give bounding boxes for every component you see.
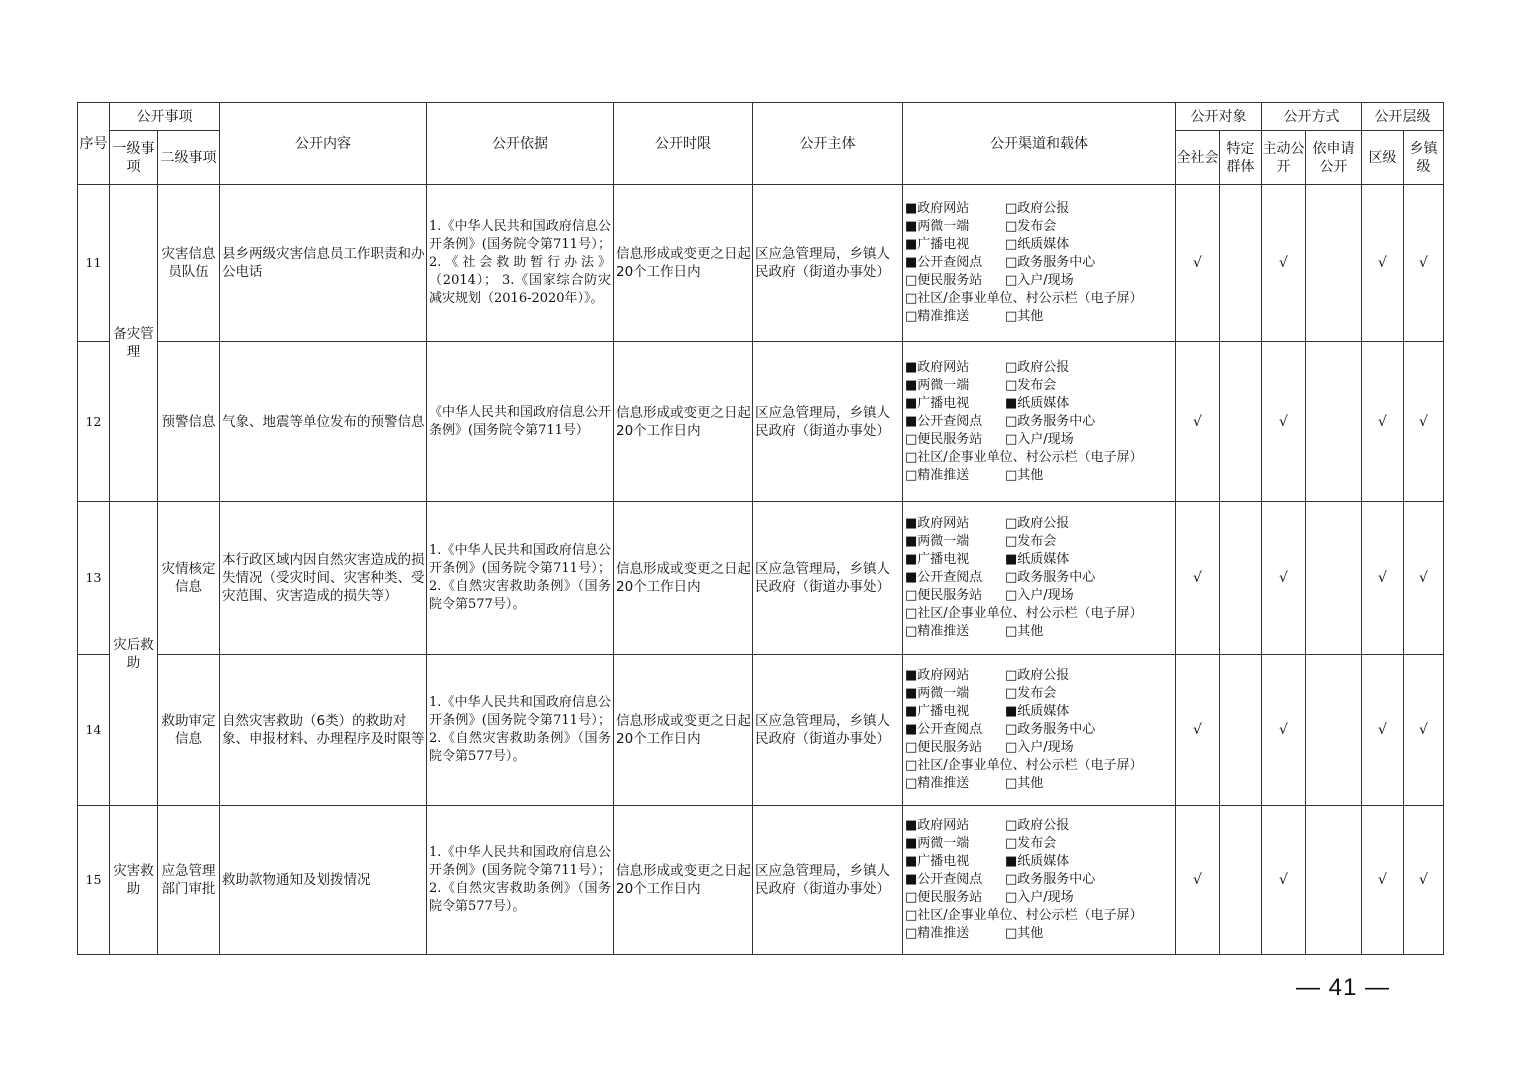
check-town: √: [1404, 655, 1444, 806]
channel-item: □政务服务中心: [1005, 872, 1096, 887]
channel-item: □政府公报: [1005, 818, 1070, 833]
channel-item: ■政府网站: [905, 359, 970, 375]
channel-item: □政务服务中心: [1005, 570, 1096, 585]
check-specific: [1220, 655, 1262, 806]
row-time-limit: 信息形成或变更之日起20个工作日内: [614, 342, 753, 502]
header-channels: 公开渠道和载体: [903, 103, 1176, 185]
row-content: 本行政区域内因自然灾害造成的损失情况（受灾时间、灾害种类、受灾范围、灾害造成的损失等）: [220, 502, 427, 655]
header-level-district: 区级: [1362, 131, 1404, 185]
row-seq: 12: [78, 342, 110, 502]
header-level1: 一级事项: [110, 131, 158, 185]
check-request: [1306, 502, 1362, 655]
channel-item: □政府公报: [1005, 668, 1070, 683]
row-seq: 14: [78, 655, 110, 806]
channel-item: □社区/企事业单位、村公示栏（电子屏）: [905, 908, 1143, 923]
group-label: 灾后救助: [110, 502, 158, 806]
row-basis: 1.《中华人民共和国政府信息公开条例》(国务院令第711号）； 2.《自然灾害救助条例》（国务院令第577号）。: [427, 806, 614, 955]
header-method-request: 依申请公开: [1306, 131, 1362, 185]
row-level2: 灾害信息员队伍: [158, 185, 220, 342]
table-row: [78, 185, 1444, 342]
header-method: 公开方式: [1262, 103, 1362, 131]
channel-item: □发布会: [1005, 534, 1057, 549]
channel-item: □社区/企事业单位、村公示栏（电子屏）: [905, 758, 1143, 773]
channel-item: □便民服务站: [905, 740, 983, 755]
channel-item: ■两微一端: [905, 686, 970, 701]
check-active: √: [1262, 655, 1306, 806]
table-row: [78, 342, 1444, 502]
channel-item: □政府公报: [1005, 359, 1070, 375]
row-subject: 区应急管理局，乡镇人民政府（街道办事处）: [753, 502, 903, 655]
channel-item: □入户/现场: [1005, 273, 1074, 288]
channel-item: □发布会: [1005, 686, 1057, 701]
channel-item: ■两微一端: [905, 534, 970, 549]
channel-item: □政务服务中心: [1005, 255, 1096, 270]
check-active: √: [1262, 502, 1306, 655]
check-request: [1306, 342, 1362, 502]
check-specific: [1220, 806, 1262, 955]
check-all: √: [1176, 655, 1220, 806]
header-audience: 公开对象: [1176, 103, 1262, 131]
row-subject: 区应急管理局，乡镇人民政府（街道办事处）: [753, 806, 903, 955]
page-number: — 41 —: [1296, 974, 1391, 1001]
check-specific: [1220, 342, 1262, 502]
check-all: √: [1176, 502, 1220, 655]
channel-item: ■公开查阅点: [905, 570, 983, 585]
check-district: √: [1362, 806, 1404, 955]
channel-item: ■政府网站: [905, 201, 970, 216]
check-district: √: [1362, 502, 1404, 655]
header-content: 公开内容: [220, 103, 427, 185]
channel-item: □政务服务中心: [1005, 722, 1096, 737]
channel-item: □精准推送: [905, 776, 970, 791]
channel-item: □入户/现场: [1005, 431, 1074, 447]
check-town: √: [1404, 185, 1444, 342]
row-level2: 预警信息: [158, 342, 220, 502]
row-basis: 1.《中华人民共和国政府信息公开条例》(国务院令第711号）； 2.《自然灾害救助条例》（国务院令第577号）。: [427, 655, 614, 806]
channel-item: □其他: [1005, 926, 1044, 941]
row-channels: [903, 185, 1176, 342]
row-basis: 1.《中华人民共和国政府信息公开条例》(国务院令第711号）； 2.《自然灾害救助条例》（国务院令第577号）。: [427, 502, 614, 655]
channel-item: ■公开查阅点: [905, 413, 983, 429]
channel-item: ■广播电视: [905, 395, 970, 411]
channel-item: □发布会: [1005, 836, 1057, 851]
group-label: 灾害救助: [110, 806, 158, 955]
channel-item: □其他: [1005, 309, 1044, 324]
check-district: √: [1362, 655, 1404, 806]
header-audience-all: 全社会: [1176, 131, 1220, 185]
channel-item: □入户/现场: [1005, 890, 1074, 905]
row-seq: 11: [78, 185, 110, 342]
channel-item: ■纸质媒体: [1005, 395, 1070, 411]
table-row: [78, 502, 1444, 655]
channel-item: ■纸质媒体: [1005, 704, 1070, 719]
channel-item: ■政府网站: [905, 668, 970, 683]
header-seq: 序号: [78, 103, 110, 185]
row-subject: 区应急管理局，乡镇人民政府（街道办事处）: [753, 655, 903, 806]
row-channels: [903, 655, 1176, 806]
check-all: √: [1176, 342, 1220, 502]
row-seq: 15: [78, 806, 110, 955]
channel-item: ■两微一端: [905, 219, 970, 234]
channel-item: □政务服务中心: [1005, 413, 1096, 429]
row-time-limit: 信息形成或变更之日起20个工作日内: [614, 655, 753, 806]
channel-item: □政府公报: [1005, 516, 1070, 531]
row-channels: [903, 342, 1176, 502]
row-level2: 灾情核定信息: [158, 502, 220, 655]
header-level2: 二级事项: [158, 131, 220, 185]
channel-item: □发布会: [1005, 219, 1057, 234]
row-content: 气象、地震等单位发布的预警信息: [220, 342, 427, 502]
check-district: √: [1362, 342, 1404, 502]
channel-item: □精准推送: [905, 467, 970, 483]
channel-item: □入户/现场: [1005, 588, 1074, 603]
disclosure-table: [77, 102, 1444, 955]
row-content: 自然灾害救助（6类）的救助对象、申报材料、办理程序及时限等: [220, 655, 427, 806]
header-public-items: 公开事项: [110, 103, 220, 131]
header-subject: 公开主体: [753, 103, 903, 185]
channel-item: ■政府网站: [905, 818, 970, 833]
check-specific: [1220, 502, 1262, 655]
channel-item: □精准推送: [905, 926, 970, 941]
row-content: 救助款物通知及划拨情况: [220, 806, 427, 955]
channel-item: □便民服务站: [905, 890, 983, 905]
row-level2: 应急管理部门审批: [158, 806, 220, 955]
channel-item: □社区/企事业单位、村公示栏（电子屏）: [905, 606, 1143, 621]
check-all: √: [1176, 185, 1220, 342]
row-time-limit: 信息形成或变更之日起20个工作日内: [614, 185, 753, 342]
channel-item: □便民服务站: [905, 588, 983, 603]
channel-item: □便民服务站: [905, 431, 983, 447]
channel-item: ■两微一端: [905, 377, 970, 393]
check-active: √: [1262, 342, 1306, 502]
channel-item: ■公开查阅点: [905, 722, 983, 737]
header-level-town: 乡镇级: [1404, 131, 1444, 185]
row-subject: 区应急管理局，乡镇人民政府（街道办事处）: [753, 342, 903, 502]
channel-item: □入户/现场: [1005, 740, 1074, 755]
row-level2: 救助审定信息: [158, 655, 220, 806]
channel-item: ■广播电视: [905, 704, 970, 719]
check-district: √: [1362, 185, 1404, 342]
check-town: √: [1404, 806, 1444, 955]
row-basis: 1.《中华人民共和国政府信息公开条例》(国务院令第711号）； 2.《社会救助暂行办法》（2014）； 3.《国家综合防灾减灾规划（2016-2020年）》。: [427, 185, 614, 342]
channel-item: ■纸质媒体: [1005, 854, 1070, 869]
check-all: √: [1176, 806, 1220, 955]
channel-item: □其他: [1005, 776, 1044, 791]
channel-item: □精准推送: [905, 624, 970, 639]
header-method-active: 主动公开: [1262, 131, 1306, 185]
header-row-top: [78, 103, 1444, 131]
channel-item: □便民服务站: [905, 273, 983, 288]
channel-item: □政府公报: [1005, 201, 1070, 216]
check-request: [1306, 185, 1362, 342]
channel-item: □其他: [1005, 467, 1044, 483]
row-time-limit: 信息形成或变更之日起20个工作日内: [614, 806, 753, 955]
check-town: √: [1404, 342, 1444, 502]
channel-item: ■两微一端: [905, 836, 970, 851]
channel-item: ■纸质媒体: [1005, 552, 1070, 567]
header-basis: 公开依据: [427, 103, 614, 185]
row-time-limit: 信息形成或变更之日起20个工作日内: [614, 502, 753, 655]
channel-item: □发布会: [1005, 377, 1057, 393]
check-active: √: [1262, 806, 1306, 955]
channel-item: □社区/企事业单位、村公示栏（电子屏）: [905, 449, 1143, 465]
row-basis: 《中华人民共和国政府信息公开条例》(国务院令第711号）: [427, 342, 614, 502]
channel-item: ■政府网站: [905, 516, 970, 531]
channel-item: □纸质媒体: [1005, 237, 1070, 252]
header-time-limit: 公开时限: [614, 103, 753, 185]
channel-item: □社区/企事业单位、村公示栏（电子屏）: [905, 291, 1143, 306]
row-subject: 区应急管理局，乡镇人民政府（街道办事处）: [753, 185, 903, 342]
check-town: √: [1404, 502, 1444, 655]
row-channels: [903, 502, 1176, 655]
channel-item: ■广播电视: [905, 854, 970, 869]
channel-item: ■公开查阅点: [905, 255, 983, 270]
check-specific: [1220, 185, 1262, 342]
check-request: [1306, 655, 1362, 806]
row-channels: [903, 806, 1176, 955]
check-active: √: [1262, 185, 1306, 342]
row-seq: 13: [78, 502, 110, 655]
channel-item: ■公开查阅点: [905, 872, 983, 887]
table-row: [78, 806, 1444, 955]
table-row: [78, 655, 1444, 806]
channel-item: ■广播电视: [905, 237, 970, 252]
header-level: 公开层级: [1362, 103, 1444, 131]
channel-item: □其他: [1005, 624, 1044, 639]
row-content: 县乡两级灾害信息员工作职责和办公电话: [220, 185, 427, 342]
channel-item: □精准推送: [905, 309, 970, 324]
channel-item: ■广播电视: [905, 552, 970, 567]
group-label: 备灾管理: [110, 185, 158, 502]
header-audience-specific: 特定群体: [1220, 131, 1262, 185]
check-request: [1306, 806, 1362, 955]
